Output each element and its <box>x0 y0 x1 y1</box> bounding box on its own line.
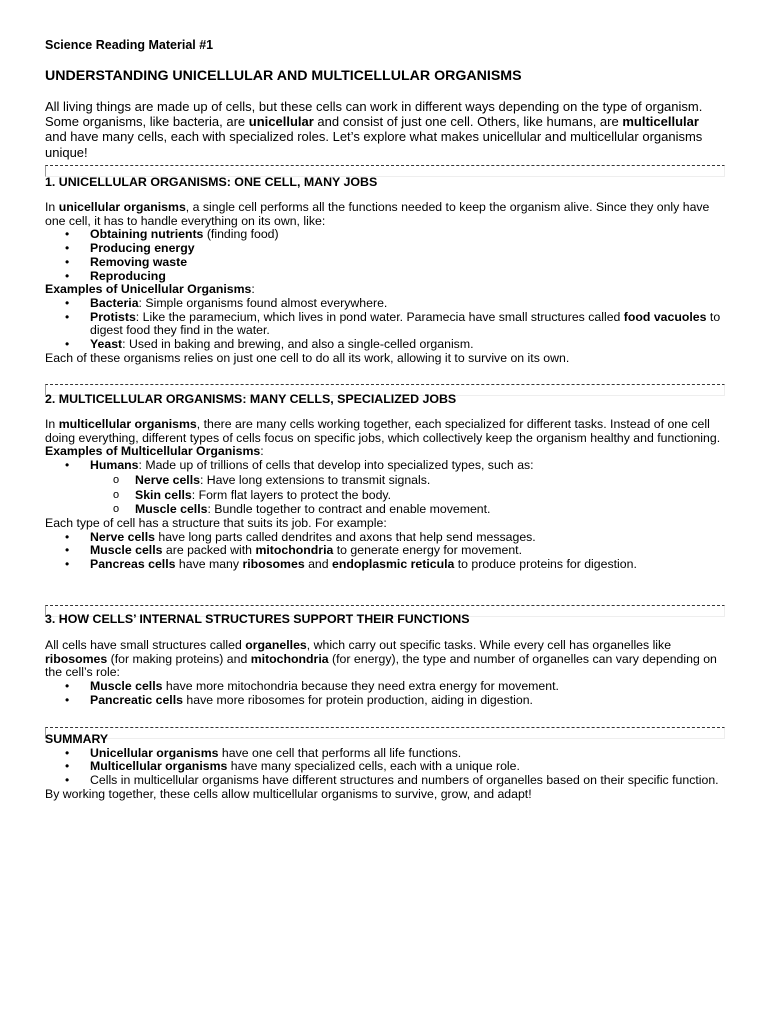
sub-list-item: o Nerve cells: Have long extensions to transmit signals. <box>45 473 723 488</box>
list-item: • Muscle cells have more mitochondria because they need extra energy for movement. <box>45 680 723 694</box>
section-heading: 2. MULTICELLULAR ORGANISMS: MANY CELLS, SPECIALIZED JOBS <box>45 392 457 406</box>
cell-types-list <box>45 473 723 517</box>
list-item: • Humans: Made up of trillions of cells that develop into specialized types, such as: <box>45 459 723 473</box>
list-item: • Pancreas cells have many ribosomes and endoplasmic reticula to produce proteins for digestion. <box>45 558 723 572</box>
list-item: • Muscle cells are packed with mitochondria to generate energy for movement. <box>45 544 723 558</box>
section-2-paragraph: In multicellular organisms, there are many cells working together, each specialized for different tasks. Instead of one cell doing everything, different types of cells focus on specific jobs, which collectively keep the organism healthy and functioning. <box>45 417 721 445</box>
list-item: • Unicellular organisms have one cell that performs all life functions. <box>45 747 723 761</box>
structure-intro: Each type of cell has a structure that suits its job. For example: <box>45 515 387 530</box>
intro-paragraph: All living things are made up of cells, but these cells can work in different ways depending on the type of organism. Some organisms, like bacteria, are unicellular and consist of just one cell. Others, like humans, are multicellular and have many cells, each with specialized roles. Let’s explore what makes unicellular and multicellular organisms unique! <box>45 99 703 160</box>
organelle-list <box>45 680 723 707</box>
list-item: • Producing energy <box>45 242 723 256</box>
summary-section <box>45 733 723 802</box>
section-3-paragraph: All cells have small structures called organelles, which carry out specific tasks. While every cell has organelles like ribosomes (for making proteins) and mitochondria (for energy), the type and number of organelles can vary depending on the cell’s role: <box>45 638 717 680</box>
functions-list <box>45 228 723 283</box>
section-heading: 3. HOW CELLS’ INTERNAL STRUCTURES SUPPORT THEIR FUNCTIONS <box>45 612 470 626</box>
list-item: • Protists: Like the paramecium, which lives in pond water. Paramecia have small structures called food vacuoles to digest food they find in the water. <box>45 311 723 338</box>
section-2-body <box>45 418 723 572</box>
list-item: • Cells in multicellular organisms have different structures and numbers of organelles based on their specific function. <box>45 774 723 788</box>
list-item: • Yeast: Used in baking and brewing, and also a single-celled organism. <box>45 338 723 352</box>
section-heading: 1. UNICELLULAR ORGANISMS: ONE CELL, MANY JOBS <box>45 175 378 189</box>
list-item: • Reproducing <box>45 270 723 284</box>
list-item: • Removing waste <box>45 256 723 270</box>
list-item: • Bacteria: Simple organisms found almost everywhere. <box>45 297 723 311</box>
list-item: • Pancreatic cells have more ribosomes for protein production, aiding in digestion. <box>45 694 723 708</box>
sub-list-item: o Muscle cells: Bundle together to contract and enable movement. <box>45 502 723 517</box>
sub-list-item: o Skin cells: Form flat layers to protect the body. <box>45 488 723 503</box>
examples-label: Examples of Multicellular Organisms: <box>45 444 264 459</box>
section-3-body <box>45 639 723 708</box>
document-label: Science Reading Material #1 <box>45 38 214 52</box>
examples-list <box>45 459 723 473</box>
section-1-closing: Each of these organisms relies on just one cell to do all its work, allowing it to survive on its own. <box>45 350 570 365</box>
list-item: • Nerve cells have long parts called dendrites and axons that help send messages. <box>45 531 723 545</box>
section-1-paragraph: In unicellular organisms, a single cell performs all the functions needed to keep the organism alive. Since they only have one cell, it has to handle everything on its own, like: <box>45 200 710 228</box>
examples-label: Examples of Unicellular Organisms: <box>45 282 255 297</box>
document-title: UNDERSTANDING UNICELLULAR AND MULTICELLULAR ORGANISMS <box>45 68 522 84</box>
summary-heading: SUMMARY <box>45 732 109 746</box>
summary-closing: By working together, these cells allow multicellular organisms to survive, grow, and adapt! <box>45 786 532 801</box>
structures-list <box>45 531 723 572</box>
list-item: • Multicellular organisms have many specialized cells, each with a unique role. <box>45 760 723 774</box>
summary-list <box>45 747 723 788</box>
section-1-body <box>45 201 723 365</box>
examples-list <box>45 297 723 352</box>
list-item: • Obtaining nutrients (finding food) <box>45 228 723 242</box>
